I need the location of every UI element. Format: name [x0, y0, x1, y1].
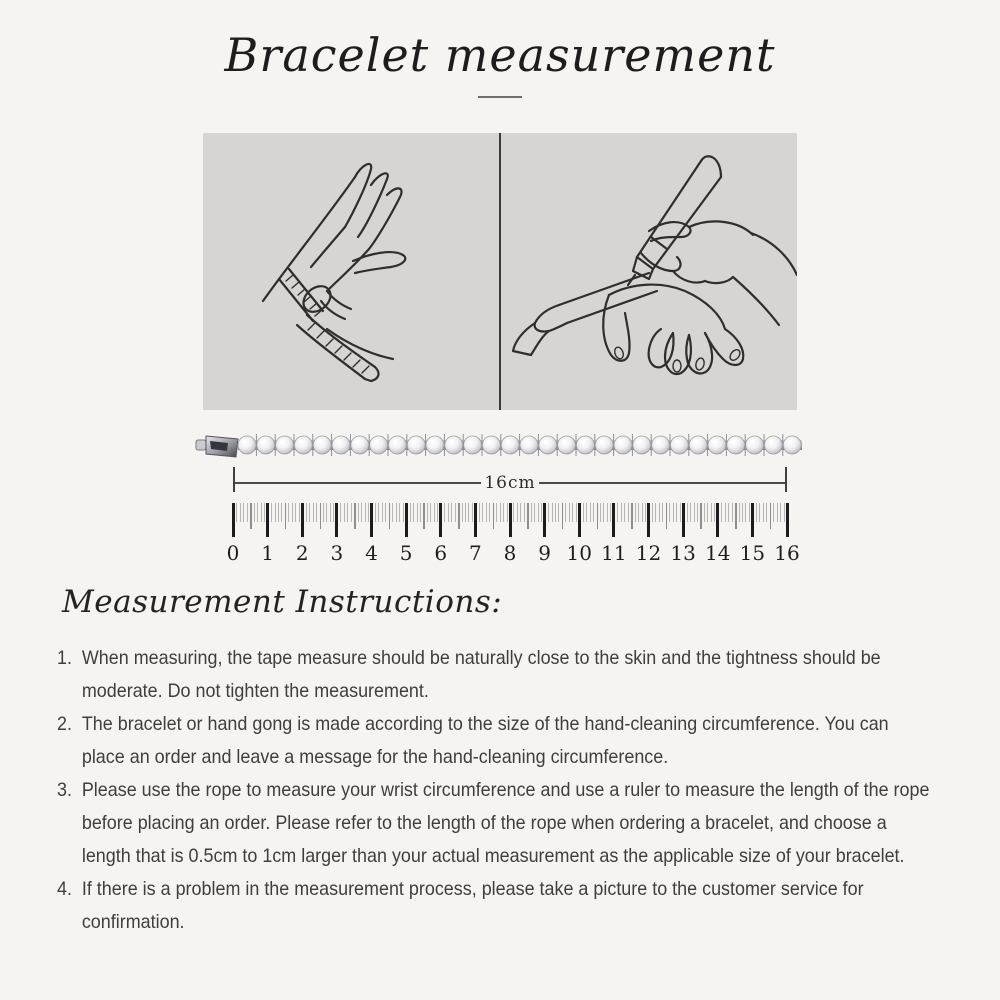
ruler-tick-minor [565, 503, 566, 522]
ruler-tick-minor [586, 503, 587, 522]
ruler-tick-minor [607, 503, 608, 522]
bracelet-stone [652, 436, 670, 454]
ruler-tick-minor [662, 503, 663, 522]
ruler-tick-minor [659, 503, 660, 522]
bracelet-stone [633, 436, 651, 454]
ruler-tick-minor [728, 503, 729, 522]
stone-highlight [336, 440, 340, 444]
ruler-tick-minor [707, 503, 708, 522]
ruler-tick-minor [687, 503, 688, 522]
ruler-tick-major [647, 503, 650, 537]
ruler-tick-half [666, 503, 668, 529]
ruler-tick-half [493, 503, 495, 529]
ruler-tick-half [320, 503, 322, 529]
ruler-tick-minor [326, 503, 327, 522]
stone-highlight [637, 440, 641, 444]
ruler-tick-minor [694, 503, 695, 522]
ruler-tick-minor [673, 503, 674, 522]
instruction-text: If there is a problem in the measurement process, please take a picture to the customer service for confirmation. [81, 878, 864, 933]
ruler-tick-minor [732, 503, 733, 522]
panel-marking-pen [501, 133, 797, 410]
ruler-tick-minor [437, 503, 438, 522]
ruler-tick-major [439, 503, 442, 537]
ruler-number: 16 [774, 541, 800, 565]
stone-highlight [712, 440, 716, 444]
ruler-tick-minor [489, 503, 490, 522]
ruler-tick-minor [711, 503, 712, 522]
ruler-tick-major [335, 503, 338, 537]
stone-highlight [675, 440, 679, 444]
instruction-number: 3. [57, 779, 72, 801]
ruler-tick-minor [236, 503, 237, 522]
ruler-tick-minor [309, 503, 310, 522]
stone-highlight [280, 440, 284, 444]
dimension-segment [539, 482, 785, 484]
ruler-tick-minor [593, 503, 594, 522]
bracelet-stone [332, 436, 350, 454]
ruler-numbers [226, 541, 800, 565]
ruler-tick-minor [316, 503, 317, 522]
ruler-tick-minor [531, 503, 532, 522]
ruler-tick-minor [281, 503, 282, 522]
ruler-tick-minor [756, 503, 757, 522]
ruler-tick-major [578, 503, 581, 537]
ruler-tick-minor [572, 503, 573, 522]
ruler-tick-minor [642, 503, 643, 522]
ruler-tick-minor [261, 503, 262, 522]
ruler-tick-minor [784, 503, 785, 522]
ruler-tick-minor [385, 503, 386, 522]
ruler-tick-minor [472, 503, 473, 522]
ruler-tick-minor [524, 503, 525, 522]
stone-highlight [468, 440, 472, 444]
ruler-tick-minor [583, 503, 584, 522]
page-title: Bracelet measurement [224, 28, 776, 82]
ruler-tick-minor [773, 503, 774, 522]
ruler-tick-minor [652, 503, 653, 522]
ruler-tick-minor [759, 503, 760, 522]
stone-highlight [524, 440, 528, 444]
ruler-tick-minor [645, 503, 646, 522]
ruler-tick-minor [361, 503, 362, 522]
stone-highlight [393, 440, 397, 444]
ruler-tick-half [770, 503, 772, 529]
ruler-tick-minor [396, 503, 397, 522]
ruler-tick-minor [240, 503, 241, 522]
bracelet-stone [464, 436, 482, 454]
ruler-tick-minor [725, 503, 726, 522]
ruler-tick-minor [368, 503, 369, 522]
stone-highlight [618, 440, 622, 444]
ruler-tick-minor [430, 503, 431, 522]
ruler-tick-minor [555, 503, 556, 522]
stone-highlight [750, 440, 754, 444]
ruler-tick-major [612, 503, 615, 537]
stone-highlight [506, 440, 510, 444]
stone-highlight [299, 440, 303, 444]
instructions-list [57, 642, 936, 939]
ruler-tick-minor [777, 503, 778, 522]
bracelet-stone [520, 436, 538, 454]
ruler-number: 14 [705, 541, 731, 565]
ruler-number: 12 [635, 541, 662, 565]
ruler-tick-minor [427, 503, 428, 522]
title-divider [478, 96, 522, 98]
ruler-tick-major [786, 503, 789, 537]
ruler-tick-minor [413, 503, 414, 522]
bracelet-stone [313, 436, 331, 454]
ruler-tick-minor [378, 503, 379, 522]
ruler-number: 10 [566, 541, 592, 565]
instruction-number: 4. [57, 878, 72, 900]
instruction-text: The bracelet or hand gong is made according to the size of the hand-cleaning circumference. You can place an order and leave a message for the hand-cleaning circumference. [81, 713, 889, 768]
panel-measuring-tape [203, 133, 499, 410]
ruler-number: 4 [365, 541, 378, 565]
stone-highlight [487, 440, 491, 444]
instruction-item [57, 873, 936, 939]
bracelet-stone [746, 436, 764, 454]
ruler-tick-minor [742, 503, 743, 522]
ruler-tick-minor [552, 503, 553, 522]
dimension-line [233, 467, 787, 492]
stone-highlight [318, 440, 322, 444]
ruler-tick-minor [617, 503, 618, 522]
bracelet-stone [257, 436, 275, 454]
ruler-tick-minor [392, 503, 393, 522]
ruler-tick-minor [351, 503, 352, 522]
ruler-tick-minor [704, 503, 705, 522]
ruler-tick-major [266, 503, 269, 537]
bracelet-stone [595, 436, 613, 454]
ruler-tick-half [631, 503, 633, 529]
bracelet-stone [388, 436, 406, 454]
stone-highlight [562, 440, 566, 444]
ruler-tick-minor [520, 503, 521, 522]
ruler-tick-half [354, 503, 356, 529]
stone-highlight [581, 440, 585, 444]
ruler-tick-minor [603, 503, 604, 522]
ruler-tick-half [527, 503, 529, 529]
instruction-text: When measuring, the tape measure should be naturally close to the skin and the tightness should be moderate. Do not tighten the measurement. [81, 647, 881, 702]
ruler-tick-minor [417, 503, 418, 522]
ruler-tick-minor [697, 503, 698, 522]
bracelet-stone [764, 436, 782, 454]
ruler-tick-minor [420, 503, 421, 522]
ruler-tick-minor [600, 503, 601, 522]
ruler-tick-half [597, 503, 599, 529]
ruler-tick-major [751, 503, 754, 537]
stone-highlight [656, 440, 660, 444]
ruler-tick-minor [451, 503, 452, 522]
bracelet-stone [783, 436, 801, 454]
ruler-tick-minor [482, 503, 483, 522]
ruler-tick-minor [299, 503, 300, 522]
ruler-tick-minor [486, 503, 487, 522]
ruler-tick-major [682, 503, 685, 537]
ruler [233, 503, 790, 537]
instruction-item [57, 708, 936, 774]
bracelet-stone [407, 436, 425, 454]
ruler-number: 6 [434, 541, 448, 565]
ruler-tick-minor [763, 503, 764, 522]
ruler-tick-minor [330, 503, 331, 522]
ruler-tick-minor [288, 503, 289, 522]
bracelet-clasp [196, 436, 238, 457]
ruler-tick-minor [358, 503, 359, 522]
dimension-segment [235, 482, 481, 484]
ruler-tick-half [458, 503, 460, 529]
stone-highlight [788, 440, 792, 444]
ruler-tick-half [389, 503, 391, 529]
ruler-tick-minor [306, 503, 307, 522]
stone-highlight [261, 440, 265, 444]
ruler-tick-minor [468, 503, 469, 522]
ruler-tick-minor [465, 503, 466, 522]
ruler-tick-major [474, 503, 477, 537]
ruler-tick-minor [507, 503, 508, 522]
instruction-item [57, 774, 936, 873]
ruler-tick-minor [548, 503, 549, 522]
ruler-tick-minor [365, 503, 366, 522]
ruler-tick-minor [410, 503, 411, 522]
instruction-text: Please use the rope to measure your wrist circumference and use a ruler to measure the length of the rope before placing an order. Please refer to the length of the rope when ordering a bracelet, and choose a length that is 0.5cm to 1cm larger than your actual measurement as the applicable size of your bracelet. [81, 779, 930, 867]
ruler-tick-minor [721, 503, 722, 522]
ruler-tick-minor [323, 503, 324, 522]
ruler-tick-half [562, 503, 564, 529]
ruler-number: 7 [469, 541, 482, 565]
ruler-tick-minor [610, 503, 611, 522]
ruler-tick-major [543, 503, 546, 537]
ruler-number: 15 [739, 541, 766, 565]
ruler-tick-minor [292, 503, 293, 522]
ruler-number: 0 [226, 541, 240, 565]
ruler-tick-minor [247, 503, 248, 522]
stone-highlight [449, 440, 453, 444]
ruler-tick-minor [680, 503, 681, 522]
ruler-tick-major [405, 503, 408, 537]
ruler-tick-minor [638, 503, 639, 522]
ruler-tick-minor [635, 503, 636, 522]
bracelet-stone [294, 436, 312, 454]
ruler-tick-minor [513, 503, 514, 522]
ruler-tick-major [301, 503, 304, 537]
ruler-tick-half [250, 503, 252, 529]
bracelet-stone [708, 436, 726, 454]
ruler-tick-minor [780, 503, 781, 522]
instruction-item [57, 642, 936, 708]
ruler-tick-minor [714, 503, 715, 522]
ruler-number: 5 [399, 541, 413, 565]
ruler-tick-major [370, 503, 373, 537]
ruler-tick-minor [503, 503, 504, 522]
ruler-tick-minor [295, 503, 296, 522]
ruler-number: 8 [503, 541, 517, 565]
ruler-tick-minor [517, 503, 518, 522]
bracelet-stone [370, 436, 388, 454]
bracelet-stone [558, 436, 576, 454]
stone-highlight [769, 440, 773, 444]
bracelet-stone [670, 436, 688, 454]
bracelet-stone [501, 436, 519, 454]
ruler-tick-minor [621, 503, 622, 522]
ruler-tick-minor [403, 503, 404, 522]
stone-highlight [694, 440, 698, 444]
ruler-tick-half [700, 503, 702, 529]
ruler-tick-minor [655, 503, 656, 522]
instructions-heading: Measurement Instructions: [62, 584, 503, 620]
instruction-number: 1. [57, 647, 72, 669]
instruction-number: 2. [57, 713, 72, 735]
stone-highlight [412, 440, 416, 444]
ruler-tick-minor [538, 503, 539, 522]
ruler-tick-minor [275, 503, 276, 522]
stone-highlight [600, 440, 604, 444]
ruler-tick-minor [243, 503, 244, 522]
ruler-tick-minor [455, 503, 456, 522]
ruler-tick-half [735, 503, 737, 529]
ruler-number: 9 [538, 541, 551, 565]
ruler-tick-minor [382, 503, 383, 522]
stone-highlight [430, 440, 434, 444]
stone-highlight [355, 440, 359, 444]
bracelet-stone [276, 436, 294, 454]
ruler-tick-minor [313, 503, 314, 522]
ruler-tick-major [232, 503, 235, 537]
ruler-tick-minor [745, 503, 746, 522]
ruler-tick-minor [254, 503, 255, 522]
ruler-tick-minor [434, 503, 435, 522]
ruler-tick-minor [347, 503, 348, 522]
ruler-tick-minor [628, 503, 629, 522]
ruler-tick-minor [500, 503, 501, 522]
dimension-endbar-right [785, 467, 787, 492]
ruler-tick-minor [271, 503, 272, 522]
ruler-number: 13 [670, 541, 696, 565]
ruler-tick-minor [496, 503, 497, 522]
ruler-tick-minor [448, 503, 449, 522]
bracelet-image [194, 422, 806, 470]
ruler-tick-major [509, 503, 512, 537]
ruler-tick-half [285, 503, 287, 529]
ruler-number: 1 [261, 541, 274, 565]
wrist-marking-pen-icon [501, 133, 797, 410]
ruler-tick-minor [749, 503, 750, 522]
stone-highlight [242, 440, 246, 444]
ruler-tick-minor [669, 503, 670, 522]
ruler-tick-minor [690, 503, 691, 522]
bracelet-stone [426, 436, 444, 454]
ruler-tick-minor [375, 503, 376, 522]
bracelet-stone [614, 436, 632, 454]
ruler-number: 3 [330, 541, 344, 565]
bracelet-stone [445, 436, 463, 454]
ruler-tick-minor [541, 503, 542, 522]
ruler-tick-minor [534, 503, 535, 522]
ruler-tick-minor [264, 503, 265, 522]
bracelet-stone [238, 436, 256, 454]
ruler-tick-minor [766, 503, 767, 522]
ruler-tick-major [716, 503, 719, 537]
ruler-tick-minor [444, 503, 445, 522]
ruler-tick-half [423, 503, 425, 529]
bracelet-stone [727, 436, 745, 454]
ruler-tick-minor [257, 503, 258, 522]
ruler-tick-minor [333, 503, 334, 522]
ruler-tick-minor [278, 503, 279, 522]
stone-highlight [731, 440, 735, 444]
bracelet-stone [576, 436, 594, 454]
stone-highlight [374, 440, 378, 444]
bracelet-stone [689, 436, 707, 454]
ruler-tick-minor [399, 503, 400, 522]
bracelet-stone [539, 436, 557, 454]
dimension-label: 16cm [484, 473, 536, 493]
ruler-tick-minor [676, 503, 677, 522]
ruler-tick-minor [462, 503, 463, 522]
ruler-number: 11 [601, 541, 627, 565]
ruler-tick-minor [590, 503, 591, 522]
ruler-number: 2 [295, 541, 309, 565]
bracelet-stone [482, 436, 500, 454]
ruler-tick-minor [344, 503, 345, 522]
stone-highlight [543, 440, 547, 444]
ruler-tick-minor [576, 503, 577, 522]
bracelet-stone [351, 436, 369, 454]
ruler-tick-minor [558, 503, 559, 522]
ruler-tick-minor [479, 503, 480, 522]
ruler-tick-minor [340, 503, 341, 522]
ruler-tick-minor [739, 503, 740, 522]
ruler-tick-minor [569, 503, 570, 522]
illustration-panels [203, 133, 797, 410]
wrist-measuring-tape-icon [203, 133, 499, 410]
ruler-tick-minor [624, 503, 625, 522]
